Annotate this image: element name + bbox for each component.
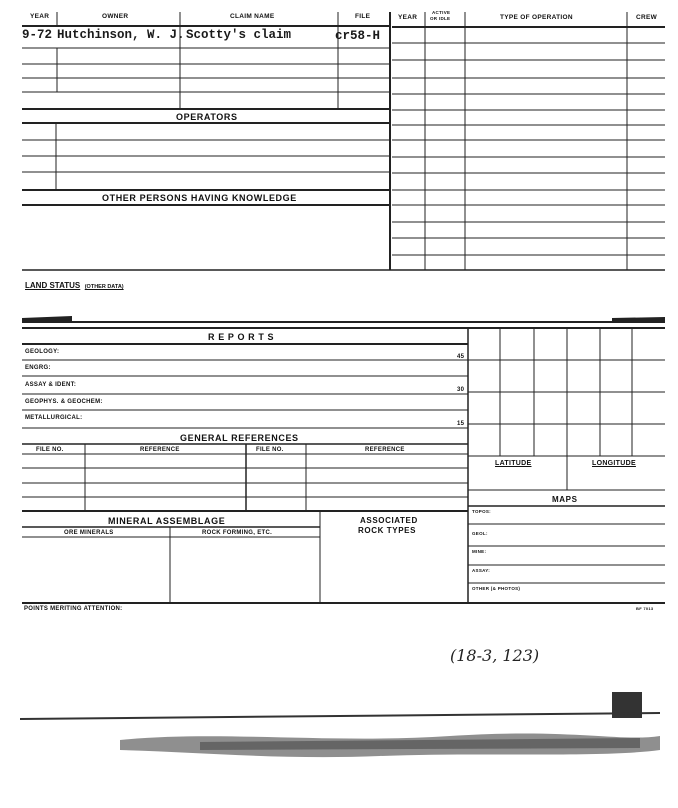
report-geophys: GEOPHYS. & GEOCHEM: [25,399,103,405]
header-year: YEAR [30,13,50,20]
other-persons-heading: OTHER PERSONS HAVING KNOWLEDGE [102,193,297,203]
header-file: FILE [355,13,371,20]
header-claim-name: CLAIM NAME [230,13,275,20]
form-number: BF 7013 [636,606,654,611]
latitude-label: LATITUDE [495,460,532,467]
report-assay-num: 30 [457,387,465,393]
maps-geol: GEOL: [472,531,488,536]
maps-topos: TOPOS: [472,509,491,514]
header-or-idle: OR IDLE [430,16,451,21]
report-engrg: ENGRG: [25,365,51,371]
handwritten-note: (18-3, 123) [450,646,540,665]
ref-reference-1: REFERENCE [140,447,180,453]
longitude-label: LONGITUDE [592,460,636,467]
general-references-heading: GENERAL REFERENCES [180,433,299,443]
land-status-label: LAND STATUS (OTHER DATA) [25,281,124,290]
header-owner: OWNER [102,13,129,20]
entry-claim: Scotty's claim [186,28,292,42]
entry-file: cr58-H [335,29,381,43]
rock-forming-label: ROCK FORMING, ETC. [202,530,273,536]
maps-assay: ASSAY: [472,568,491,573]
maps-other: OTHER (& PHOTOS) [472,586,521,591]
rock-types-label: ROCK TYPES [358,526,417,535]
operators-heading: OPERATORS [176,112,238,122]
maps-mine: MINE: [472,549,487,554]
reports-heading: R E P O R T S [208,332,275,342]
report-geology: GEOLOGY: [25,349,60,355]
header-year-2: YEAR [398,14,418,21]
report-assay: ASSAY & IDENT: [25,382,77,388]
associated-label: ASSOCIATED [360,516,418,525]
report-metallurgical: METALLURGICAL: [25,415,83,421]
header-type-of-operation: TYPE OF OPERATION [500,14,573,21]
entry-owner: Hutchinson, W. J. [57,28,185,42]
entry-year: 9-72 [22,28,53,42]
mineral-assemblage-heading: MINERAL ASSEMBLAGE [108,516,226,526]
report-geology-num: 45 [457,354,465,360]
points-meriting-attention: POINTS MERITING ATTENTION: [24,606,123,612]
ref-reference-2: REFERENCE [365,447,405,453]
ref-file-no-2: FILE NO. [256,447,284,453]
header-active: ACTIVE [432,10,451,15]
ore-minerals-label: ORE MINERALS [64,530,114,536]
header-crew: CREW [636,14,658,21]
ref-file-no-1: FILE NO. [36,447,64,453]
report-metallurgical-num: 15 [457,421,465,427]
maps-heading: MAPS [552,495,578,504]
